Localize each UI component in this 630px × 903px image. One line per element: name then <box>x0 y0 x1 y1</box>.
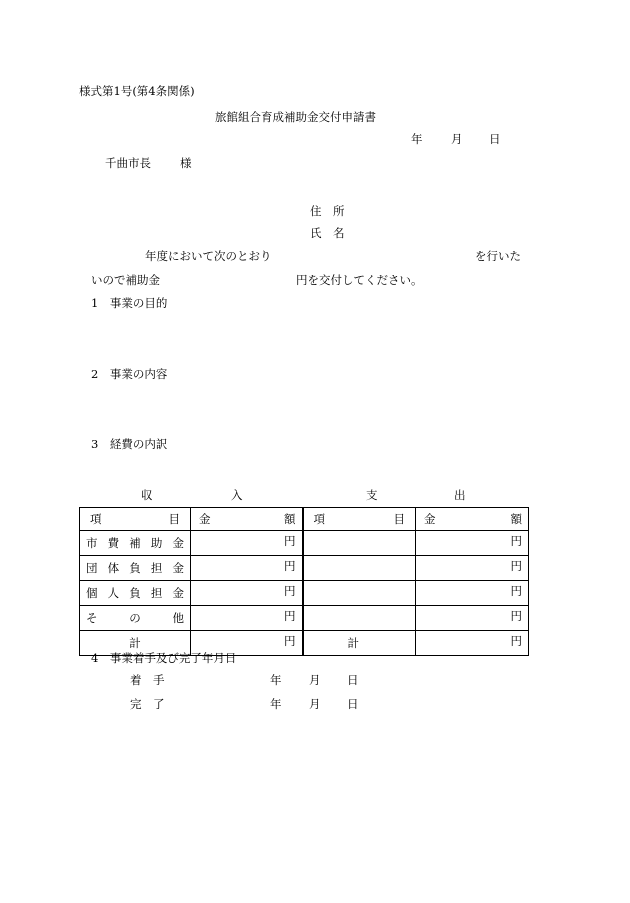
end-year-label: 年 <box>270 697 282 711</box>
table-row <box>80 606 529 631</box>
amount-cell: 円 <box>191 531 303 556</box>
section-purpose: 1 事業の目的 <box>91 296 168 310</box>
amount-cell: 円 <box>416 531 529 556</box>
table-row <box>80 581 529 606</box>
end-day-label: 日 <box>347 697 359 711</box>
amount-cell: 円 <box>416 631 529 656</box>
row-label-other: そ の 他 <box>80 606 191 631</box>
row-label-personal-share: 個 人 負 担 金 <box>80 581 191 606</box>
start-month-label: 月 <box>309 673 321 687</box>
expense-item-cell <box>303 556 416 581</box>
expense-item-cell <box>303 606 416 631</box>
income-amount-header <box>191 508 303 531</box>
start-year-label: 年 <box>270 673 282 687</box>
period-start-label: 着 手 <box>130 673 165 687</box>
col-item-a: 項 <box>90 512 102 526</box>
amount-cell: 円 <box>191 556 303 581</box>
income-head-a: 収 <box>141 488 153 502</box>
row-label-city-subsidy: 市 費 補 助 金 <box>80 531 191 556</box>
col-item-b: 目 <box>393 512 405 526</box>
expense-item-cell <box>303 581 416 606</box>
section-period: 4 事業着手及び完了年月日 <box>91 651 237 665</box>
expense-item-header <box>303 508 416 531</box>
addressee-honorific: 様 <box>180 156 192 170</box>
start-day-label: 日 <box>347 673 359 687</box>
address-label: 住 所 <box>310 204 345 218</box>
expense-head-a: 支 <box>366 488 378 502</box>
date-day-label: 日 <box>489 132 501 146</box>
body-line2-a: いので補助金 <box>91 273 160 287</box>
table-row <box>80 531 529 556</box>
amount-cell: 円 <box>191 581 303 606</box>
col-item-a: 項 <box>313 512 325 526</box>
table-header-row <box>80 508 529 531</box>
body-line1-a: 年度において次のとおり <box>145 249 272 263</box>
name-label: 氏 名 <box>310 226 345 240</box>
period-end-label: 完 了 <box>130 697 165 711</box>
expense-item-cell <box>303 531 416 556</box>
form-title: 旅館組合育成補助金交付申請書 <box>215 110 376 124</box>
income-head-b: 入 <box>231 488 243 502</box>
amount-cell: 円 <box>191 606 303 631</box>
expense-total-label <box>303 631 416 656</box>
amount-cell: 円 <box>191 631 303 656</box>
date-year-label: 年 <box>411 132 423 146</box>
col-amount-b: 額 <box>510 512 522 526</box>
income-item-header <box>80 508 191 531</box>
body-line1-b: を行いた <box>475 249 521 263</box>
col-amount-b: 額 <box>284 512 296 526</box>
amount-cell: 円 <box>416 581 529 606</box>
expense-head-b: 出 <box>454 488 466 502</box>
body-line2-b: 円を交付してください。 <box>296 273 423 287</box>
total-label: 計 <box>347 636 359 650</box>
col-amount-a: 金 <box>199 512 211 526</box>
col-item-b: 目 <box>168 512 180 526</box>
form-number: 様式第1号(第4条関係) <box>79 84 195 98</box>
amount-cell: 円 <box>416 556 529 581</box>
col-amount-a: 金 <box>424 512 436 526</box>
income-total-label: 計 <box>80 631 191 656</box>
row-label-association-share: 団 体 負 担 金 <box>80 556 191 581</box>
expense-amount-header <box>416 508 529 531</box>
expense-table <box>79 507 529 656</box>
section-breakdown: 3 経費の内訳 <box>91 437 168 451</box>
section-content: 2 事業の内容 <box>91 367 168 381</box>
amount-cell: 円 <box>416 606 529 631</box>
table-row <box>80 556 529 581</box>
date-month-label: 月 <box>451 132 463 146</box>
end-month-label: 月 <box>309 697 321 711</box>
addressee-name: 千曲市長 <box>105 156 151 170</box>
